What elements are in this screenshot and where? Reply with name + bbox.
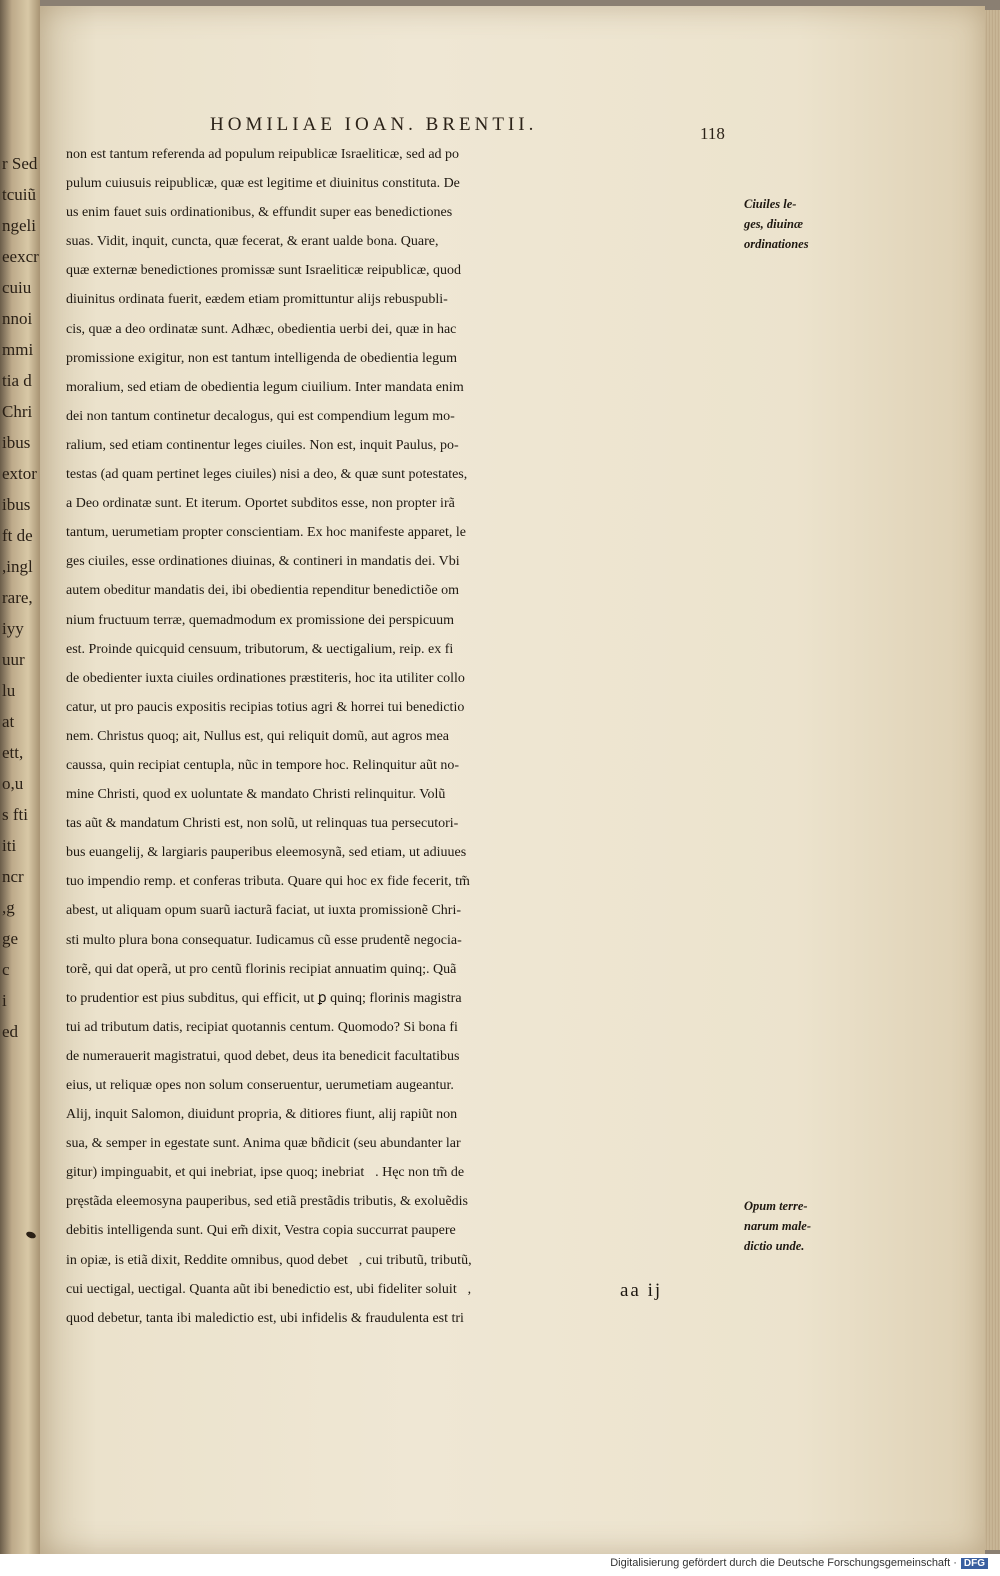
margin-note-line: Ciuiles le- (744, 197, 797, 211)
text-line: cui uectigal, uectigal. Quanta aũt ibi benedictio est, ubi fideliter soluitᷓ, (66, 1281, 472, 1297)
text-line: nem. Christus quoq; ait, Nullus est, qui reliquit domũ, aut agros mea (66, 728, 450, 744)
prev-page-fragment: at (2, 712, 15, 731)
text-line: in opiæ, is etiã dixit, Reddite omnibus, quod debetᷓ, cui tributũ, tributũ, (66, 1252, 472, 1268)
prev-page-fragment: iyy (2, 619, 24, 638)
text-line: moralium, sed etiam de obedientia legum ciuilium. Inter mandata enim (66, 379, 464, 395)
prev-page-fragment: ,ingl (2, 557, 33, 576)
text-line: non est tantum referenda ad populum reipublicæ Israeliticæ, sed ad po (66, 147, 460, 162)
text-line: de numerauerit magistratui, quod debet, deus ita benedicit facultatibus (66, 1048, 460, 1064)
prev-page-fragment: ibus (2, 495, 31, 514)
footer-bar (0, 1554, 1000, 1576)
body-text (66, 140, 746, 1333)
text-line: debitis intelligenda sunt. Qui em̃ dixit, Vestra copia succurrat paupere (66, 1223, 456, 1239)
prev-page-fragment: ibus (2, 433, 31, 452)
prev-page-fragment: c (2, 960, 10, 979)
text-line: suas. Vidit, inquit, cuncta, quæ fecerat, & erant ualde bona. Quare, (66, 234, 439, 250)
prev-page-fragment: nnoi (2, 309, 33, 328)
text-line: mine Christi, quod ex uoluntate & mandato Christi relinquitur. Volũ (66, 787, 446, 803)
dfg-logo: DFG (961, 1558, 988, 1569)
margin-note-line: ordinationes (744, 237, 809, 251)
prev-page-fragment: r Sed (2, 154, 38, 173)
prev-page-fragment: tcuiũ (2, 185, 36, 204)
text-line: a Deo ordinatæ sunt. Et iterum. Oportet subditos esse, non propter irã (66, 496, 455, 512)
margin-note-line: ges, diuinæ (744, 217, 804, 231)
text-line: est. Proinde quicquid censuum, tributorum, & uectigalium, reip. ex fi (66, 641, 454, 657)
prev-page-fragment: i (2, 991, 7, 1010)
text-line: torẽ, qui dat operã, ut pro centũ florinis recipiat annuatim quinq;. Quã (66, 961, 457, 977)
folio-number: 118 (700, 124, 725, 143)
text-line: promissione exigitur, non est tantum intelligenda de obedientia legum (66, 350, 457, 366)
prev-page-fragment: s fti (2, 805, 28, 824)
text-line: dei non tantum continetur decalogus, qui est compendium legum mo- (66, 408, 455, 424)
prev-page-fragment: ett, (2, 743, 24, 762)
margin-note-line: Opum terre- (744, 1199, 808, 1213)
prev-page-fragment: ge (2, 929, 19, 948)
margin-note-line: narum male- (744, 1219, 812, 1233)
previous-page-edge (0, 0, 40, 1576)
text-line: tui ad tributum datis, recipiat quotannis centum. Quomodo? Si bona fi (66, 1019, 458, 1035)
prev-page-fragment: tia d (2, 371, 32, 390)
text-line: sua, & semper in egestate sunt. Anima quæ bñdicit (seu abundanter lar (66, 1136, 461, 1152)
prev-page-fragment: mmi (2, 340, 34, 359)
text-line: catur, ut pro paucis expositis recipias totius agri & horrei tui benedictio (66, 699, 465, 715)
text-line: gitur) impinguabit, et qui inebriat, ipse quoq; inebriatᷓ. Hęc non tm̃ de (66, 1165, 465, 1181)
text-line: us enim fauet suis ordinationibus, & effundit super eas benedictiones (66, 205, 453, 221)
prev-page-fragment: lu (2, 681, 16, 700)
margin-note-ciuiles-leges (744, 194, 854, 254)
running-head: HOMILIAE IOAN. BRENTII. (210, 114, 538, 135)
text-line: pręstãda eleemosyna pauperibus, sed etiã prestãdis tributis, & exoluẽdis (66, 1194, 469, 1210)
text-line: abest, ut aliquam opum suarũ iacturã faciat, ut iuxta promissionẽ Chri- (66, 903, 462, 919)
text-line: ges ciuiles, esse ordinationes diuinas, & contineri in mandatis dei. Vbi (66, 554, 460, 570)
prev-page-fragment: rare, (2, 588, 33, 607)
prev-page-fragment: uur (2, 650, 25, 669)
margin-note-opum-terrenarum (744, 1196, 854, 1256)
prev-page-fragment: eexcr (2, 247, 39, 266)
text-line: tas aũt & mandatum Christi est, non solũ, ut relinquas tua persecutori- (66, 816, 459, 832)
prev-page-fragment: iti (2, 836, 17, 855)
text-line: testas (ad quam pertinet leges ciuiles) nisi a deo, & quæ sunt potestates, (66, 467, 468, 483)
text-line: ralium, sed etiam continentur leges ciuiles. Non est, inquit Paulus, po- (66, 437, 459, 453)
text-line: de obedienter iuxta ciuiles ordinationes præstiteris, hoc ita utiliter collo (66, 670, 465, 686)
text-line: to prudentior est pius subditus, qui efficit, ut ꝑ quinq; florinis magistra (66, 990, 462, 1006)
prev-page-fragment: ,g (2, 898, 15, 917)
text-line: bus euangelij, & largiaris pauperibus eleemosynã, sed etiam, ut adiuues (66, 845, 467, 861)
text-line: tuo impendio remp. et conferas tributa. Quare qui hoc ex fide fecerit, tm̃ (66, 874, 470, 890)
text-line: tantum, uerumetiam propter conscientiam. Ex hoc manifeste apparet, le (66, 525, 467, 541)
text-line: pulum cuiusuis reipublicæ, quæ est legitime et diuinitus constituta. De (66, 176, 460, 192)
prev-page-fragment: ft de (2, 526, 33, 545)
prev-page-fragment: o,u (2, 774, 24, 793)
prev-page-fragment: ncr (2, 867, 24, 886)
footer-credit-text: Digitalisierung gefördert durch die Deutsche Forschungsgemeinschaft · (610, 1557, 957, 1569)
text-line: sti multo plura bona consequatur. Iudicamus cũ esse prudentẽ negocia- (66, 932, 462, 948)
text-line: Alij, inquit Salomon, diuidunt propria, & ditiores fiunt, alij rapiũt non (66, 1107, 458, 1123)
prev-page-fragment: Chri (2, 402, 33, 421)
prev-page-fragment: ngeli (2, 216, 36, 235)
text-line: quod debetur, tanta ibi maledictio est, ubi infidelis & fraudulenta est tri (66, 1310, 464, 1326)
text-line: cis, quæ a deo ordinatæ sunt. Adhæc, obedientia uerbi dei, quæ in hac (66, 321, 457, 337)
text-line: diuinitus ordinata fuerit, eædem etiam promittuntur alijs rebuspubli- (66, 292, 448, 308)
prev-page-fragment: extor (2, 464, 37, 483)
text-line: eius, ut reliquæ opes non solum conseruentur, uerumetiam augeantur. (66, 1078, 454, 1093)
text-line: nium fructuum terræ, quemadmodum ex promissione dei perspicuum (66, 612, 455, 628)
page-block-edge (985, 10, 1000, 1550)
text-line: caussa, quin recipiat centupla, nũc in tempore hoc. Relinquitur aũt no- (66, 757, 460, 773)
prev-page-fragment: ed (2, 1022, 19, 1041)
text-line: quæ externæ benedictiones promissæ sunt Israeliticæ reipublicæ, quod (66, 263, 462, 279)
footer-credit (610, 1557, 988, 1569)
margin-note-line: dictio unde. (744, 1239, 805, 1253)
signature-mark: aa ij (620, 1280, 663, 1301)
text-line: autem obeditur mandatis dei, ibi obedientia rependitur benedictiõe om (66, 583, 460, 599)
prev-page-fragment: cuiu (2, 278, 32, 297)
